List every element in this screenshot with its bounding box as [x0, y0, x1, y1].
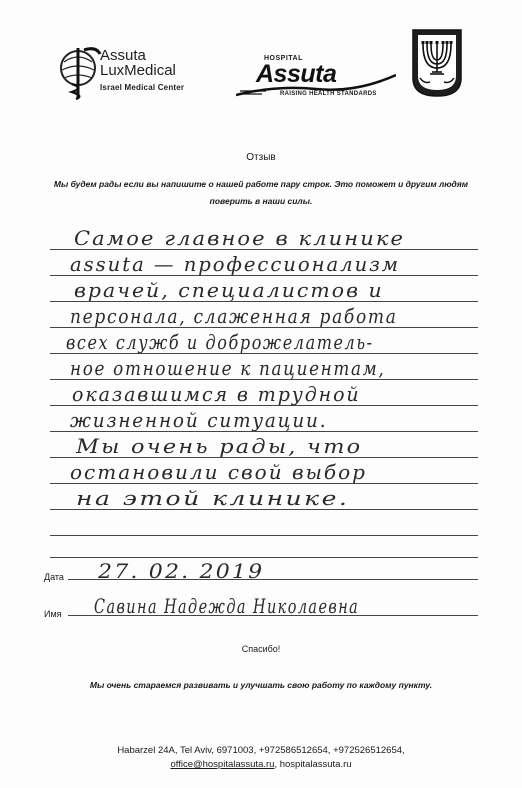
assuta-hospital-label: HOSPITAL [264, 55, 303, 62]
ruled-line [50, 557, 478, 558]
review-line: assuta — профессионализм [70, 252, 401, 276]
footer-contacts [40, 744, 482, 772]
caduceus-globe-icon [58, 42, 102, 100]
thanks-text: Спасибо! [241, 644, 281, 654]
footer-email-link[interactable]: office@hospitalassuta.ru [170, 759, 275, 770]
name-label: Имя [44, 609, 62, 619]
review-line: врачей, специалистов и [74, 278, 384, 302]
israel-menorah-emblem-icon [410, 28, 464, 98]
review-line: ное отношение к пациентам, [70, 356, 386, 380]
assuta-hospital-logo [236, 55, 396, 109]
review-line: всех служб и доброжелатель- [66, 330, 374, 354]
luxmedical-line1: Assuta [100, 47, 146, 64]
review-line: жизненной ситуации. [70, 408, 328, 432]
luxmedical-line2: LuxMedical [100, 62, 176, 79]
review-line: остановили свой выбор [70, 460, 367, 484]
footer-website: , hospitalassuta.ru [274, 759, 352, 770]
form-intro: Мы будем рады если вы напишите о нашей работе пару строк. Это поможет и другим людям поверить в наши силы. [53, 179, 469, 206]
closing-text: Мы очень стараемся развивать и улучшать свою работу по каждому пункту. [89, 680, 433, 690]
form-title: Отзыв [246, 152, 276, 163]
review-line: Самое главное в клинике [74, 226, 406, 250]
date-value: 27. 02. 2019 [98, 559, 265, 583]
ruled-line [50, 535, 478, 536]
review-line: персонала, слаженная работа [70, 304, 398, 328]
review-line: оказавшимся в трудной [72, 382, 361, 406]
luxmedical-line3: Israel Medical Center [100, 83, 185, 92]
luxmedical-logo [58, 38, 218, 102]
date-label: Дата [44, 572, 64, 582]
name-value: Савина Надежда Николаевна [94, 594, 360, 618]
assuta-wordmark: Assuta [256, 60, 337, 88]
assuta-tagline: RAISING HEALTH STANDARDS [280, 91, 377, 97]
review-line: Мы очень рады, что [76, 434, 363, 458]
review-line: на этой клинике. [76, 486, 350, 510]
footer-address: Habarzel 24A, Tel Aviv, 6971003, +972586512654, +972526512654, [117, 745, 405, 756]
